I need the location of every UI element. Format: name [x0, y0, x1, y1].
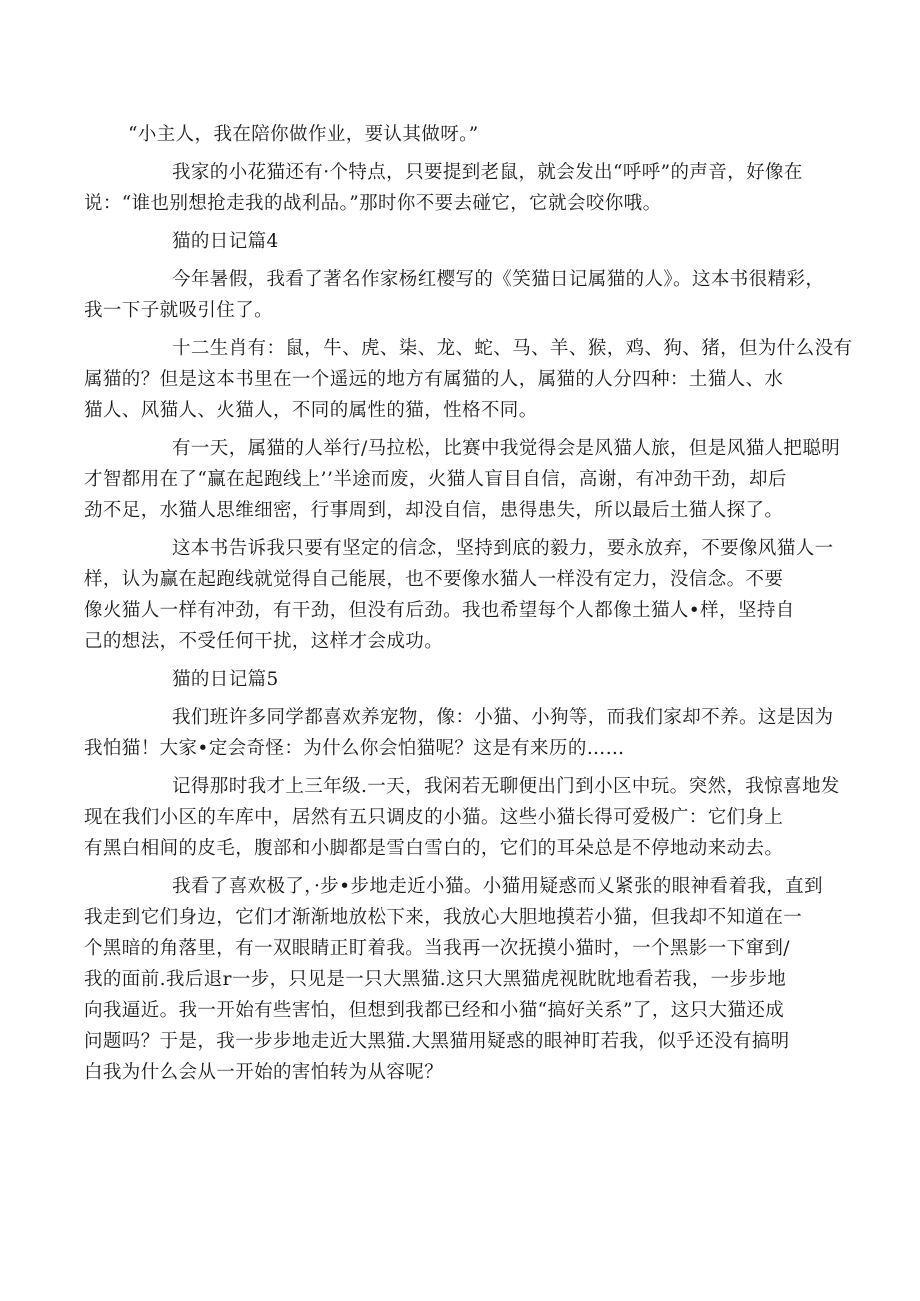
text-line: 才智都用在了“赢在起跑线上’’半途而废，火猫人盲目自信，高谢，有冲劲干劲，却后 — [84, 469, 787, 490]
body-paragraph — [84, 533, 834, 657]
text-line: 属猫的？但是这本书里在一个遥远的地方有属猫的人，属猫的人分四种：土猫人、水 — [84, 369, 784, 390]
text-line: 我家的小花猫还有·个特点，只要提到老鼠，就会发出“呼呼”的声音，好像在 — [172, 162, 803, 183]
text-line: 个黑暗的角落里，有一双眼睛正盯着我。当我再一次抚摸小猫时，一个黑影一下窜到/ — [84, 938, 790, 959]
body-paragraph — [84, 771, 840, 864]
text-line: 我一下子就吸引住了。 — [84, 300, 274, 321]
text-line: 问题吗？于是，我一步步地走近大黑猫.大黑猫用疑惑的眼神盯若我，似乎还没有搞明 — [84, 1031, 790, 1052]
text-line: 说：“谁也别想抢走我的战利品。”那时你不要去碰它，它就会咬你哦。 — [84, 193, 662, 214]
text-line: 向我逼近。我一开始有些害怕，但想到我都已经和小猫“搞好关系”了，这只大猫还成 — [84, 1000, 785, 1021]
text-line: 猫的日记篇5 — [172, 669, 279, 690]
text-line: 猫人、风猫人、火猫人，不同的属性的猫，性格不同。 — [84, 400, 538, 421]
body-paragraph — [84, 702, 834, 764]
text-line: 样，认为赢在起跑线就觉得自己能展，也不要像水猫人一样没有定力，没信念。不要 — [84, 569, 784, 590]
body-paragraph — [84, 433, 841, 526]
text-line: 今年暑假，我看了著名作家杨红樱写的《笑猫日记属猫的人》。这本书很精彩， — [172, 269, 825, 290]
text-line: 我怕猫！大家•定会奇怪：为什么你会怕猫呢？这是有来历的…… — [84, 738, 625, 759]
text-line: 这本书告诉我只要有坚定的信念，坚持到底的毅力，要永放弃，不要像风猫人一 — [172, 538, 834, 559]
text-line: “小主人，我在陪你做作业，要认其做呀。” — [128, 124, 479, 145]
document-body — [84, 119, 853, 1095]
text-line: 猫的日记篇4 — [172, 231, 279, 252]
section-heading — [128, 664, 768, 695]
text-line: 有一天，属猫的人举行/马拉松，比赛中我觉得会是风猫人旅，但是风猫人把聪明 — [172, 438, 841, 459]
body-paragraph — [84, 333, 853, 426]
text-line: 十二生肖有：鼠，牛、虎、柒、龙、蛇、马、羊、猴，鸡、狗、猪，但为什么没有 — [172, 338, 853, 359]
text-line: 劲不足，水猫人思维细密，行事周到，却没自信，患得患失，所以最后土猫人探了。 — [84, 500, 784, 521]
text-line: 我走到它们身边，它们才渐渐地放松下来，我放心大胆地摸若小猫，但我却不知道在一 — [84, 907, 803, 928]
body-paragraph — [128, 119, 768, 150]
text-line: 像火猫人一样有冲劲，有干劲，但没有后劲。我也希望每个人都像土猫人•样，坚持自 — [84, 600, 795, 621]
body-paragraph — [84, 157, 803, 219]
text-line: 我看了喜欢极了，·步•步地走近小猫。小猫用疑惑而乂紧张的眼神看着我，直到 — [172, 876, 823, 897]
text-line: 己的想法，不受任何干扰，这样才会成功。 — [84, 631, 444, 652]
section-heading — [128, 226, 768, 257]
text-line: 有黑白相间的皮毛，腹部和小脚都是雪白雪白的，它们的耳朵总是不停地动来动去。 — [84, 838, 784, 859]
text-line: 记得那时我才上三年级.一天，我闲若无聊便出门到小区中玩。突然，我惊喜地发 — [172, 776, 840, 797]
text-line: 我的面前.我后退r一步，只见是一只大黑猫.这只大黑猫虎视眈眈地看若我，一步步地 — [84, 969, 787, 990]
text-line: 白我为什么会从一开始的害怕转为从容呢？ — [84, 1062, 444, 1083]
body-paragraph — [84, 871, 823, 1088]
text-line: 现在我们小区的车库中，居然有五只调皮的小猫。这些小猫长得可爱极广：它们身上 — [84, 807, 784, 828]
text-line: 我们班许多同学都喜欢养宠物，像：小猫、小狗等，而我们家却不养。这是因为 — [172, 707, 834, 728]
body-paragraph — [84, 264, 825, 326]
